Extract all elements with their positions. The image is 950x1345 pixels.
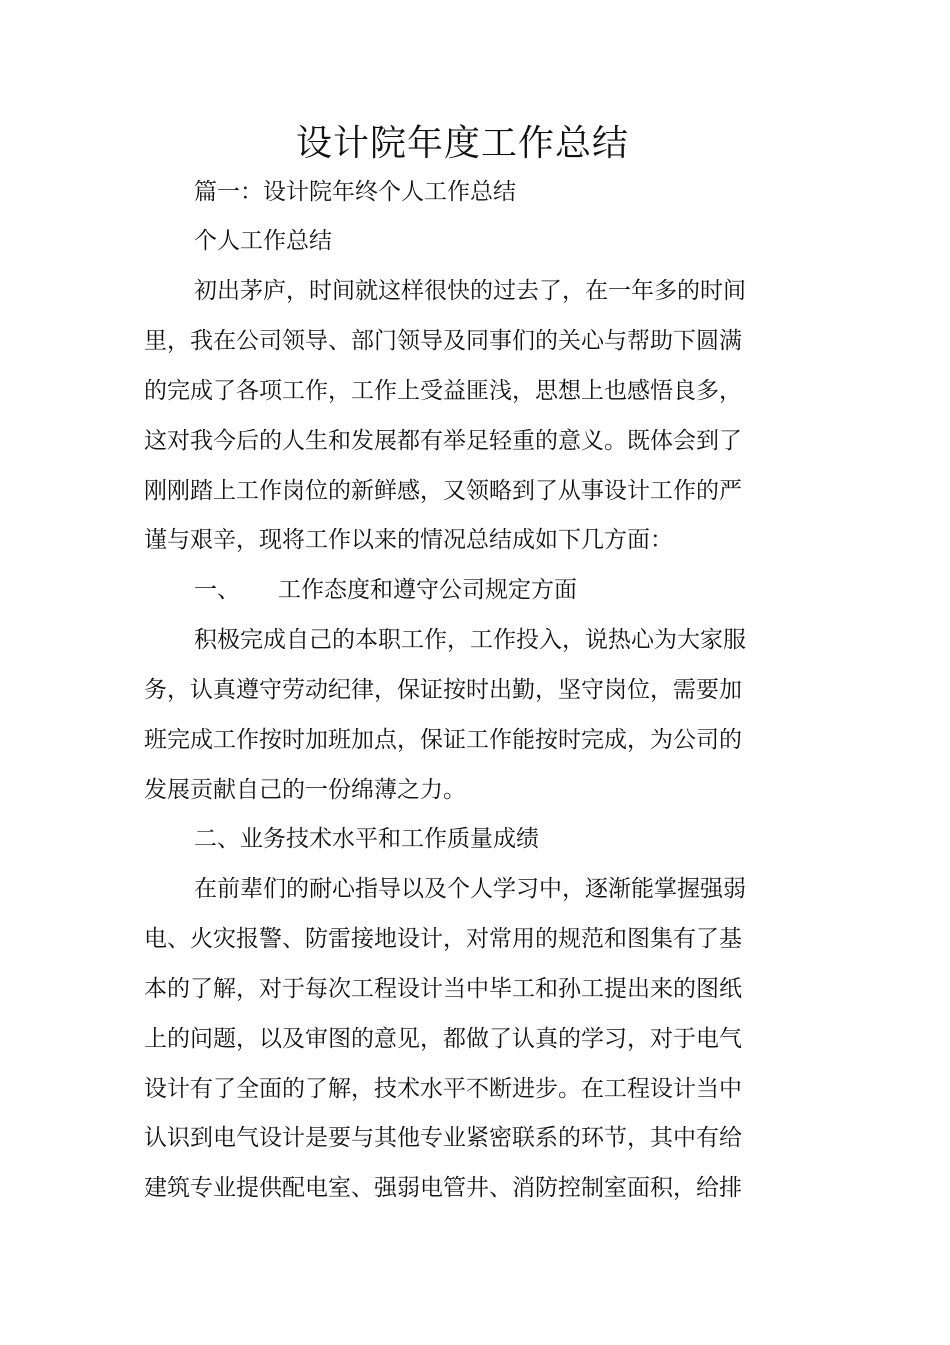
paragraph-line: 上的问题，以及审图的意见，都做了认真的学习，对于电气	[144, 1026, 742, 1052]
paragraph-line: 设计有了全面的了解，技术水平不断进步。在工程设计当中	[144, 1076, 742, 1102]
paragraph-line: 的完成了各项工作，工作上受益匪浅，思想上也感悟良多，	[144, 378, 742, 404]
paragraph-line: 谨与艰辛，现将工作以来的情况总结成如下几方面：	[144, 527, 673, 553]
paragraph-line: 班完成工作按时加班加点，保证工作能按时完成，为公司的	[144, 727, 742, 753]
paragraph-line: 里，我在公司领导、部门领导及同事们的关心与帮助下圆满	[144, 328, 742, 354]
paragraph-line: 电、火灾报警、防雷接地设计，对常用的规范和图集有了基	[144, 926, 742, 952]
section-title: 工作态度和遵守公司规定方面	[278, 577, 577, 603]
paragraph-line: 这对我今后的人生和发展都有举足轻重的意义。既体会到了	[144, 428, 742, 454]
paragraph-line: 积极完成自己的本职工作，工作投入，说热心为大家服	[194, 627, 746, 653]
heading: 个人工作总结	[194, 228, 332, 254]
section-heading	[144, 574, 804, 606]
paragraph-line: 认识到电气设计是要与其他专业紧密联系的环节，其中有给	[144, 1125, 742, 1151]
paragraph-line: 本的了解，对于每次工程设计当中毕工和孙工提出来的图纸	[144, 976, 742, 1002]
paragraph-line: 务，认真遵守劳动纪律，保证按时出勤，坚守岗位，需要加	[144, 677, 742, 703]
paragraph-line: 发展贡献自己的一份绵薄之力。	[144, 777, 466, 803]
subtitle: 篇一：设计院年终个人工作总结	[194, 179, 516, 205]
paragraph-line: 在前辈们的耐心指导以及个人学习中，逐渐能掌握强弱	[194, 876, 746, 902]
section-heading: 二、业务技术水平和工作质量成绩	[194, 826, 539, 852]
document-title: 设计院年度工作总结	[295, 123, 629, 164]
section-number: 一、	[194, 577, 240, 603]
paragraph-line: 刚刚踏上工作岗位的新鲜感，又领略到了从事设计工作的严	[144, 478, 742, 504]
paragraph-line: 初出茅庐，时间就这样很快的过去了，在一年多的时间	[194, 278, 746, 304]
paragraph-line: 建筑专业提供配电室、强弱电管井、消防控制室面积，给排	[144, 1175, 742, 1201]
